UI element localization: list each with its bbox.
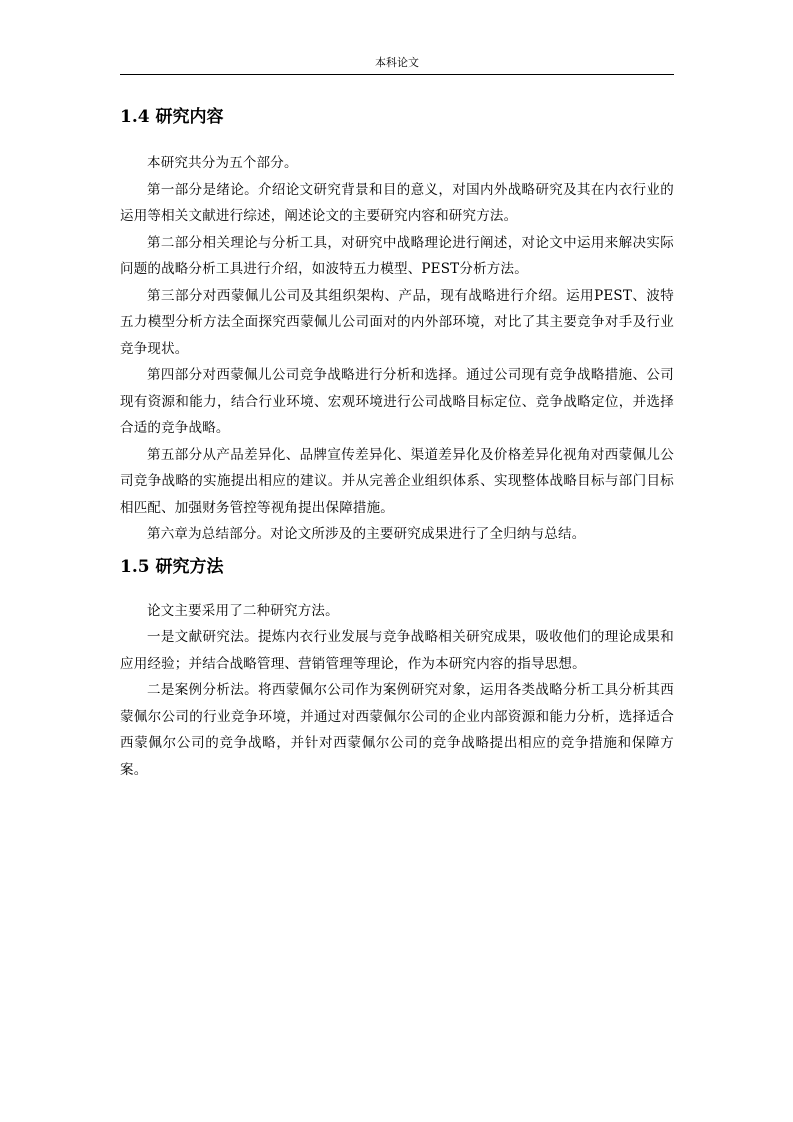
paragraph: 本研究共分为五个部分。 [147, 155, 298, 171]
section-heading: 1.5 研究方法 [120, 556, 224, 577]
paragraph: 第三部分对西蒙佩儿公司及其组织架构、产品，现有战略进行介绍。运用PEST、波特五力模型分析方法全面探究西蒙佩儿公司面对的内外部环境，对比了其主要竞争对手及行业竞争现状。 [120, 287, 674, 357]
paragraph: 第一部分是绪论。介绍论文研究背景和目的意义，对国内外战略研究及其在内衣行业的运用等相关文献进行综述，阐述论文的主要研究内容和研究方法。 [120, 181, 674, 224]
paragraph: 一是文献研究法。提炼内衣行业发展与竞争战略相关研究成果，吸收他们的理论成果和应用经验；并结合战略管理、营销管理等理论，作为本研究内容的指导思想。 [120, 629, 674, 672]
section-research-methods [120, 554, 674, 784]
paragraph: 论文主要采用了二种研究方法。 [147, 602, 339, 619]
paragraph: 二是案例分析法。将西蒙佩尔公司作为案例研究对象，运用各类战略分析工具分析其西蒙佩尔公司的行业竞争环境，并通过对西蒙佩尔公司的企业内部资源和能力分析，选择适合西蒙佩尔公司的竞争战略，并针对西蒙佩尔公司的竞争战略提出相应的竞争措施和保障方案。 [120, 682, 674, 778]
paragraph: 第四部分对西蒙佩儿公司竞争战略进行分析和选择。通过公司现有竞争战略措施、公司现有资源和能力，结合行业环境、宏观环境进行公司战略目标定位、竞争战略定位，并选择合适的竞争战略。 [120, 367, 674, 436]
section-research-content [120, 104, 674, 548]
paragraph: 第二部分相关理论与分析工具，对研究中战略理论进行阐述，对论文中运用来解决实际问题的战略分析工具进行介绍，如波特五力模型、PEST分析方法。 [120, 234, 674, 277]
header-title: 本科论文 [375, 56, 419, 69]
section-heading: 1.4 研究内容 [120, 107, 224, 127]
document-body [120, 104, 674, 783]
page-header [120, 56, 674, 75]
paragraph: 第六章为总结部分。对论文所涉及的主要研究成果进行了全归纳与总结。 [147, 526, 586, 542]
paragraph: 第五部分从产品差异化、品牌宣传差异化、渠道差异化及价格差异化视角对西蒙佩儿公司竞争战略的实施提出相应的建议。并从完善企业组织体系、实现整体战略目标与部门目标相匹配、加强财务管控等视角提出保障措施。 [120, 446, 674, 516]
